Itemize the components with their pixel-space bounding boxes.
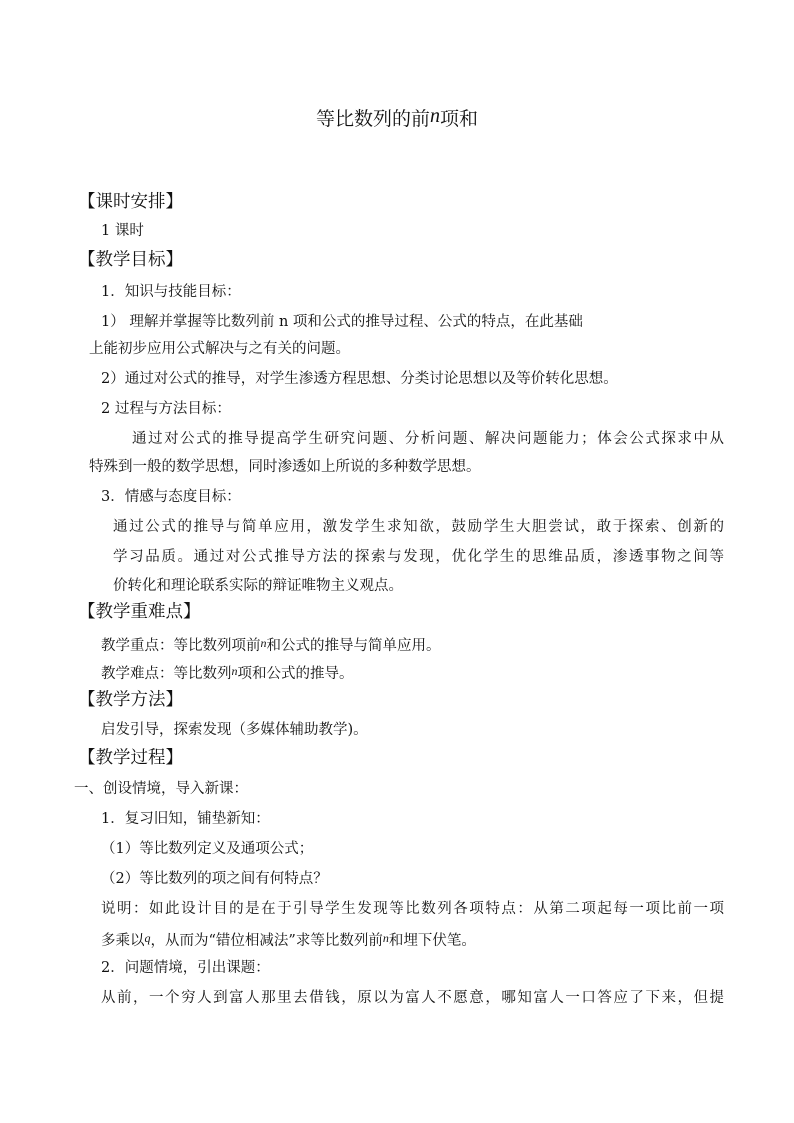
page-title xyxy=(0,103,794,132)
difficulty-suffix: 项和公式的推导。 xyxy=(237,666,354,682)
heading-goals: 【教学目标】 xyxy=(78,250,183,270)
goal2-text-line2: 特殊到一般的数学思想，同时渗透如上所说的多种数学思想。 xyxy=(89,459,481,475)
process-question1: （1）等比数列定义及通项公式； xyxy=(101,841,314,857)
goal3-text-line1: 通过公式的推导与简单应用，激发学生求知欲，鼓励学生大胆尝试，敢于探索、创新的 xyxy=(113,519,724,535)
goal3-title: 3．情感与态度目标： xyxy=(101,489,241,505)
goal2-text-line1: 通过对公式的推导提高学生研究问题、分析问题、解决问题能力；体会公式探求中从 xyxy=(132,431,724,447)
goal3-text-line2: 学习品质。通过对公式推导方法的探索与发现，优化学生的思维品质，渗透事物之间等 xyxy=(113,549,724,565)
note-middle: ，从而为“错位相减法”求等比数列前 xyxy=(150,933,383,949)
difficulty-text xyxy=(101,661,354,684)
goal3-text-line3: 价转化和理论联系实际的辩证唯物主义观点。 xyxy=(113,578,403,594)
difficulty-variable: n xyxy=(231,664,238,678)
title-suffix: 项和 xyxy=(440,108,479,130)
goal2-title: 2 过程与方法目标： xyxy=(101,401,231,417)
process-part1: 一、创设情境，导入新课： xyxy=(74,781,248,797)
key-point-text xyxy=(101,633,441,656)
difficulty-prefix: 教学难点：等比数列 xyxy=(101,666,232,682)
schedule-text: 1 课时 xyxy=(101,223,144,239)
note-variable-q: q xyxy=(144,931,151,945)
process-note-line2 xyxy=(101,928,476,951)
key-point-variable: n xyxy=(260,636,267,650)
title-variable: n xyxy=(430,105,440,127)
method-text: 启发引导，探索发现（多媒体辅助教学)。 xyxy=(101,722,368,738)
note-variable-n: n xyxy=(382,931,389,945)
goal1-item1-line2: 上能初步应用公式解决与之有关的问题。 xyxy=(89,341,350,357)
process-step1: 1．复习旧知，铺垫新知： xyxy=(101,811,270,827)
goal1-item2: 2）通过对公式的推导，对学生渗透方程思想、分类讨论思想以及等价转化思想。 xyxy=(101,371,618,387)
key-point-prefix: 教学重点：等比数列项前 xyxy=(101,638,261,654)
heading-key-points: 【教学重难点】 xyxy=(78,602,201,622)
process-story-line1: 从前，一个穷人到富人那里去借钱，原以为富人不愿意，哪知富人一口答应了下来，但提 xyxy=(101,990,724,1006)
goal1-item1-line1: 1） 理解并掌握等比数列前 n 项和公式的推导过程、公式的特点，在此基础 xyxy=(101,314,583,330)
note-prefix: 多乘以 xyxy=(101,933,145,949)
heading-process: 【教学过程】 xyxy=(78,748,183,768)
key-point-suffix: 和公式的推导与简单应用。 xyxy=(266,638,441,654)
note-suffix: 和埋下伏笔。 xyxy=(388,933,476,949)
goal1-title: 1．知识与技能目标： xyxy=(101,284,241,300)
process-step2: 2．问题情境，引出课题： xyxy=(101,960,270,976)
process-note-line1: 说明：如此设计目的是在于引导学生发现等比数列各项特点：从第二项起每一项比前一项 xyxy=(101,901,724,917)
title-prefix: 等比数列的前 xyxy=(315,108,430,130)
heading-schedule: 【课时安排】 xyxy=(78,192,183,212)
process-question2: （2）等比数列的项之间有何特点？ xyxy=(101,871,328,887)
heading-method: 【教学方法】 xyxy=(78,690,183,710)
